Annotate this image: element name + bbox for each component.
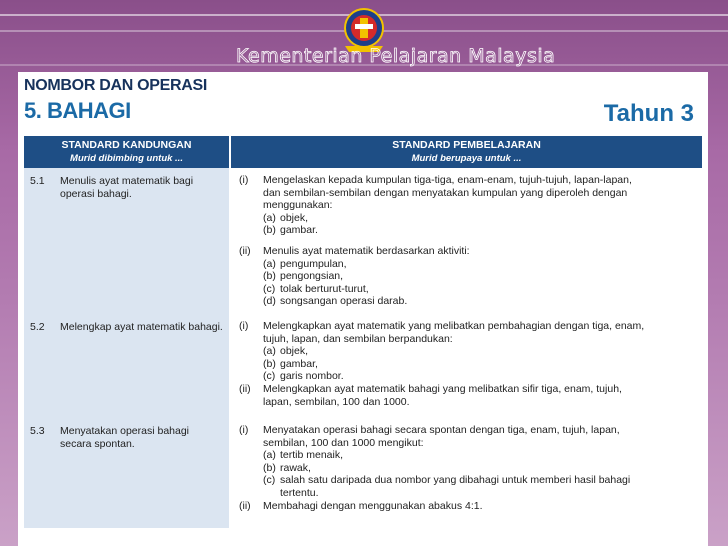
sub-label: (c) — [263, 474, 276, 487]
learning-cell — [230, 418, 702, 528]
item-number: (ii) — [239, 244, 251, 257]
item-text-cont: menggunakan: — [263, 199, 333, 212]
table-row — [24, 418, 702, 528]
sub-text: objek, — [280, 211, 309, 224]
ministry-name: Kementerian Pelajaran Malaysia — [236, 45, 556, 67]
sub-text: objek, — [280, 345, 309, 358]
sub-label: (b) — [263, 224, 276, 237]
sub-label: (b) — [263, 461, 276, 474]
sub-text: pengongsian, — [280, 270, 344, 283]
col1-title: STANDARD KANDUNGAN — [61, 139, 192, 151]
item-text: Membahagi dengan menggunakan abakus 4:1. — [263, 499, 483, 512]
item-text-cont: lapan, sembilan, 100 dan 1000. — [263, 395, 410, 408]
sub-text: garis nombor. — [280, 370, 344, 383]
sub-text: pengumpulan, — [280, 257, 347, 270]
footer-watermark: Sumberdaya Pendidikan Rahmah — [400, 529, 593, 541]
content-cell — [24, 314, 230, 418]
sub-label: (d) — [263, 295, 276, 308]
content-cell — [24, 168, 230, 314]
standards-table — [24, 136, 702, 528]
slide-card — [18, 72, 708, 546]
sub-text: rawak, — [280, 461, 311, 474]
sub-text: tolak berturut-turut, — [280, 282, 369, 295]
sub-text: salah satu daripada dua nombor yang dibahagi untuk memberi hasil bahagi — [280, 474, 631, 487]
sub-label: (c) — [263, 370, 276, 383]
item-number: (i) — [239, 424, 249, 436]
item-text: Mengelaskan kepada kumpulan tiga-tiga, enam-enam, tujuh-tujuh, lapan-lapan, — [263, 174, 632, 186]
item-number: (i) — [239, 174, 249, 186]
year-label: Tahun 3 — [603, 100, 694, 127]
topic-title: NOMBOR DAN OPERASI — [24, 77, 208, 94]
col2-header — [230, 136, 702, 168]
col2-title: STANDARD PEMBELAJARAN — [392, 139, 541, 151]
item-text-cont: tujuh, lapan, dan sembilan berpandukan: — [263, 332, 453, 345]
learning-cell — [230, 168, 702, 314]
item-number: (i) — [239, 320, 249, 332]
col2-subtitle: Murid berupaya untuk ... — [411, 153, 522, 164]
item-number: (ii) — [239, 382, 251, 395]
sub-text-cont: tertentu. — [280, 486, 319, 499]
subtopic-title: 5. BAHAGI — [24, 98, 131, 123]
standard-number: 5.3 — [30, 425, 45, 437]
item-number: (ii) — [239, 499, 251, 512]
sub-text: gambar, — [280, 357, 318, 370]
sub-label: (b) — [263, 270, 276, 283]
standard-number: 5.2 — [30, 321, 45, 333]
learning-cell — [230, 314, 702, 418]
sub-label: (a) — [263, 257, 276, 270]
item-text: Melengkapkan ayat matematik bahagi yang melibatkan sifir tiga, enam, tujuh, — [263, 382, 622, 395]
content-cell — [24, 418, 230, 528]
sub-label: (b) — [263, 357, 276, 370]
table-row — [24, 168, 702, 314]
sub-label: (a) — [263, 345, 276, 358]
standard-number: 5.1 — [30, 175, 45, 187]
col1-header — [24, 136, 230, 168]
sub-text: songsangan operasi darab. — [280, 295, 408, 308]
sub-label: (a) — [263, 449, 276, 462]
sub-label: (c) — [263, 282, 276, 295]
standard-content: Melengkap ayat matematik bahagi. — [60, 321, 223, 333]
table-row — [24, 314, 702, 418]
standard-content: Menyatakan operasi bahagi secara spontan. — [60, 425, 190, 450]
item-text: Melengkapkan ayat matematik yang melibatkan pembahagian dengan tiga, enam, — [263, 320, 645, 332]
col1-subtitle: Murid dibimbing untuk ... — [70, 153, 183, 164]
item-text-cont: dan sembilan-sembilan dengan menyatakan kumpulan yang diperoleh dengan — [263, 186, 628, 199]
item-text: Menulis ayat matematik berdasarkan aktiviti: — [263, 244, 470, 257]
item-text: Menyatakan operasi bahagi secara spontan dengan tiga, enam, tujuh, lapan, — [263, 424, 620, 436]
sub-label: (a) — [263, 211, 276, 224]
sub-text: gambar. — [280, 224, 318, 237]
standard-content: Menulis ayat matematik bagi operasi bahagi. — [60, 175, 194, 200]
sub-text: tertib menaik, — [280, 449, 344, 462]
item-text-cont: sembilan, 100 dan 1000 mengikut: — [263, 436, 424, 449]
